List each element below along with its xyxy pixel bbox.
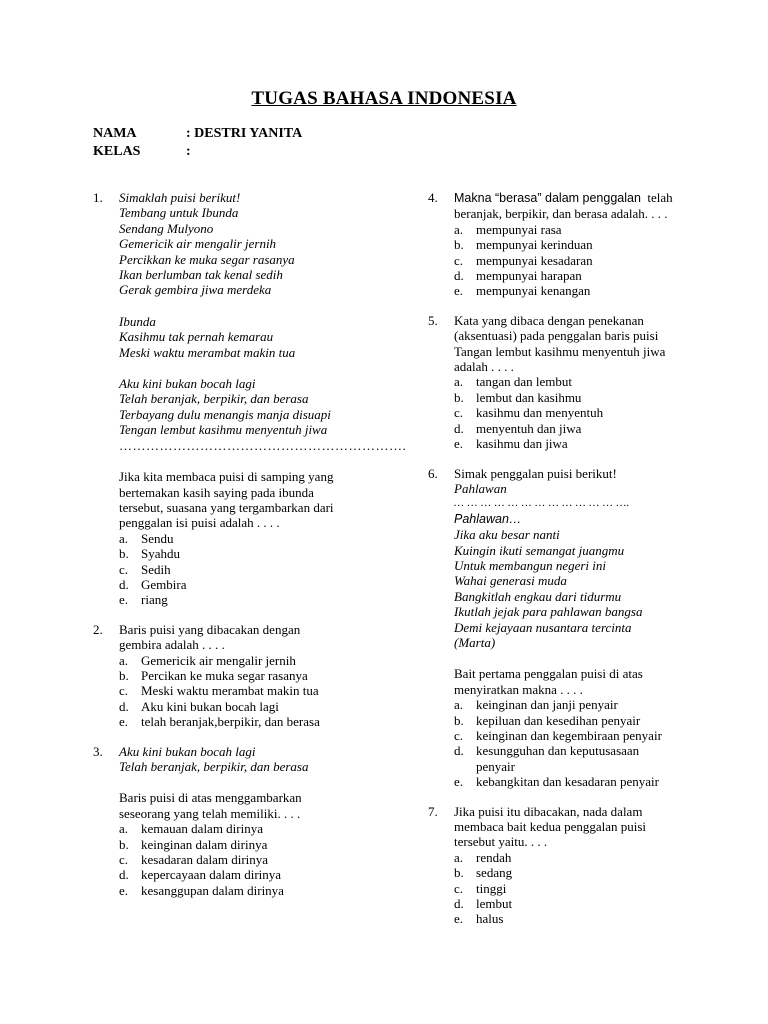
option-text: lembut (476, 896, 513, 912)
option-letter: c. (454, 728, 464, 743)
question-3 (93, 744, 393, 899)
option-a (454, 697, 728, 712)
question-number: 1. (93, 190, 103, 205)
option-a (119, 531, 393, 546)
option-text: Aku kini bukan bocah lagi (141, 698, 279, 714)
question-number: 3. (93, 743, 103, 759)
ellipsis-line: … … … … … … … … … … … … …. (454, 497, 630, 510)
name-label: NAMA (93, 126, 137, 141)
poem-line: Aku kini bukan bocah lagi (119, 743, 256, 759)
option-e (454, 911, 728, 926)
question-text: telah (647, 190, 673, 205)
option-letter: b. (119, 546, 129, 562)
option-text: kesadaran dalam dirinya (141, 852, 269, 868)
option-e (454, 436, 728, 451)
poem-line: Ibunda (119, 313, 156, 329)
option-letter: a. (119, 821, 129, 837)
option-letter: e. (454, 436, 464, 452)
option-letter: b. (454, 237, 464, 253)
question-text: Makna “berasa” dalam penggalan (454, 191, 641, 205)
option-a (119, 821, 393, 836)
option-letter: c. (119, 561, 129, 577)
option-c (119, 852, 393, 867)
option-e (454, 283, 728, 298)
question-text: (aksentuasi) pada penggalan baris puisi (454, 328, 659, 344)
option-b (454, 237, 728, 252)
question-number: 6. (428, 465, 438, 481)
option-letter: a. (454, 849, 464, 865)
question-text: tersebut yaitu. . . . (454, 834, 548, 850)
option-text: halus (476, 911, 504, 927)
option-b (454, 713, 728, 728)
question-text: beranjak, berpikir, dan berasa adalah. . . . (454, 206, 668, 222)
poem-line: Telah beranjak, berpikir, dan berasa (119, 759, 309, 774)
ellipsis-line: ………………………………………………………. (119, 437, 407, 453)
option-text: keinginan dan kegembiraan penyair (476, 728, 662, 743)
option-letter: e. (454, 283, 464, 299)
option-text: kepercayaan dalam dirinya (141, 867, 282, 883)
question-4 (428, 190, 728, 299)
option-e (119, 592, 393, 607)
question-text: penggalan isi puisi adalah . . . . (119, 515, 280, 531)
option-letter: a. (454, 374, 464, 390)
option-c (454, 253, 728, 268)
option-letter: d. (454, 268, 464, 284)
option-letter: e. (119, 882, 129, 898)
option-a (454, 374, 728, 389)
option-letter: d. (119, 867, 129, 883)
option-letter: c. (454, 405, 464, 421)
right-column (428, 190, 728, 927)
question-text: seseorang yang telah memiliki. . . . (119, 805, 301, 821)
option-letter: a. (119, 530, 129, 546)
option-text: mempunyai kesadaran (476, 252, 593, 268)
question-6 (428, 466, 728, 790)
question-number: 2. (93, 621, 103, 637)
option-c (119, 562, 393, 577)
option-text: Gemericik air mengalir jernih (141, 652, 296, 668)
answer-options (119, 531, 393, 608)
question-text: Jika kita membaca puisi di samping yang (119, 469, 334, 485)
option-letter: a. (454, 697, 464, 713)
class-row (93, 144, 191, 160)
answer-options (454, 222, 728, 299)
option-text: keinginan dalam dirinya (141, 836, 268, 852)
poem-line: Demi kejayaan nusantara tercinta (454, 619, 632, 635)
option-letter: e. (119, 714, 129, 730)
option-letter: c. (454, 252, 464, 268)
option-letter: d. (454, 743, 464, 759)
answer-options (119, 653, 393, 730)
answer-options (454, 374, 728, 451)
option-letter: e. (454, 774, 464, 790)
option-text: kebangkitan dan kesadaran penyair (476, 774, 660, 790)
option-text: kasihmu dan menyentuh (476, 405, 604, 421)
option-text: kesungguhan dan keputusasaan (476, 743, 640, 759)
option-text: Sendu (141, 530, 174, 546)
option-text: mempunyai harapan (476, 268, 582, 284)
question-text: membaca bait kedua penggalan puisi (454, 819, 647, 835)
question-text: Baris puisi di atas menggambarkan (119, 790, 302, 806)
question-text: gembira adalah . . . . (119, 637, 225, 653)
option-e (119, 883, 393, 898)
option-text: Meski waktu merambat makin tua (141, 683, 319, 699)
option-c (454, 881, 728, 896)
option-d (454, 421, 728, 436)
name-value: : DESTRI YANITA (186, 126, 303, 141)
page-title: TUGAS BAHASA INDONESIA (251, 88, 517, 109)
option-e (119, 714, 393, 729)
option-letter: b. (119, 667, 129, 683)
option-d (454, 268, 728, 283)
option-text: lembut dan kasihmu (476, 389, 582, 405)
poem-line: Ikutlah jejak para pahlawan bangsa (454, 604, 643, 620)
question-1 (93, 190, 407, 608)
option-a (454, 222, 728, 237)
option-text: tinggi (476, 880, 507, 896)
question-number: 4. (428, 190, 438, 205)
option-a (454, 850, 728, 865)
poem-line: Percikkan ke muka segar rasanya (119, 251, 295, 267)
poem-line: Terbayang dulu menangis manja disuapi (119, 406, 331, 422)
poem-author: (Marta) (454, 634, 496, 650)
option-letter: b. (454, 389, 464, 405)
option-text: menyentuh dan jiwa (476, 420, 582, 436)
option-letter: c. (119, 852, 129, 868)
option-e (454, 774, 728, 789)
poem-line: Jika aku besar nanti (454, 527, 560, 543)
option-d (119, 699, 393, 714)
option-text: penyair (476, 758, 515, 774)
option-letter: b. (454, 865, 464, 881)
poem-line: Gemericik air mengalir jernih (119, 236, 277, 252)
poem-line: Kasihmu tak pernah kemarau (119, 329, 274, 345)
option-text: kepiluan dan kesedihan penyair (476, 712, 641, 728)
option-text: rendah (476, 849, 512, 865)
poem-line: Kuingin ikuti semangat juangmu (454, 542, 625, 558)
left-column (93, 190, 407, 898)
option-text: mempunyai rasa (476, 221, 562, 237)
poem-line: Tengan lembut kasihmu menyentuh jiwa (119, 422, 328, 438)
option-text: kemauan dalam dirinya (141, 821, 264, 837)
option-letter: c. (119, 683, 129, 699)
question-text: Jika puisi itu dibacakan, nada dalam (454, 803, 643, 819)
class-value: : (186, 144, 191, 159)
poem-intro: Simaklah puisi berikut! (119, 190, 241, 205)
question-5 (428, 313, 728, 452)
option-d (454, 743, 728, 758)
poem-line: Ikan berlumban tak kenal sedih (119, 267, 283, 283)
question-text: Kata yang dibaca dengan penekanan (454, 312, 644, 328)
option-letter: e. (119, 592, 129, 608)
answer-options (119, 821, 393, 898)
option-text: kesanggupan dalam dirinya (141, 882, 284, 898)
option-d (119, 867, 393, 882)
option-letter: b. (454, 712, 464, 728)
answer-options (454, 697, 728, 789)
option-b (119, 837, 393, 852)
option-text: tangan dan lembut (476, 374, 573, 390)
option-c (454, 405, 728, 420)
question-text: Tangan lembut kasihmu menyentuh jiwa (454, 343, 666, 359)
option-text: kasihmu dan jiwa (476, 436, 568, 452)
option-c (454, 728, 728, 743)
option-b (454, 390, 728, 405)
question-text: Baris puisi yang dibacakan dengan (119, 621, 301, 637)
option-text: mempunyai kenangan (476, 283, 591, 299)
poem-author: Sendang Mulyono (119, 220, 214, 236)
option-text: Sedih (141, 561, 171, 577)
option-letter: c. (454, 880, 464, 896)
option-letter: e. (454, 911, 464, 927)
poem-line: Bangkitlah engkau dari tidurmu (454, 588, 622, 604)
poem-line: Gerak gembira jiwa merdeka (119, 282, 272, 298)
option-d (454, 896, 728, 911)
option-b (119, 668, 393, 683)
poem-line: Aku kini bukan bocah lagi (119, 376, 256, 392)
answer-options (454, 850, 728, 927)
option-d-continued (454, 759, 728, 774)
poem-title: Pahlawan (454, 480, 507, 496)
option-d (119, 577, 393, 592)
poem-line: Untuk membangun negeri ini (454, 557, 607, 573)
question-text: tersebut, suasana yang tergambarkan dari (119, 499, 334, 515)
option-letter: b. (119, 836, 129, 852)
option-letter: d. (454, 896, 464, 912)
option-a (119, 653, 393, 668)
option-text: sedang (476, 865, 513, 881)
poem-line: Wahai generasi muda (454, 573, 567, 589)
question-text: Simak penggalan puisi berikut! (454, 465, 617, 481)
option-letter: a. (454, 221, 464, 237)
class-label: KELAS (93, 144, 141, 159)
option-b (119, 546, 393, 561)
poem-title: Tembang untuk Ibunda (119, 205, 239, 221)
question-number: 7. (428, 803, 438, 819)
option-letter: d. (454, 420, 464, 436)
question-number: 5. (428, 312, 438, 328)
option-letter: d. (119, 698, 129, 714)
option-c (119, 683, 393, 698)
option-letter: d. (119, 576, 129, 592)
option-letter: a. (119, 652, 129, 668)
question-7 (428, 804, 728, 927)
poem-line: Meski waktu merambat makin tua (119, 344, 296, 360)
question-text: menyiratkan makna . . . . (454, 681, 583, 697)
question-2 (93, 622, 393, 730)
poem-title: Pahlawan… (454, 511, 522, 526)
option-text: riang (141, 592, 168, 608)
option-text: Percikan ke muka segar rasanya (141, 667, 308, 683)
option-text: mempunyai kerinduan (476, 237, 593, 253)
option-text: telah beranjak,berpikir, dan berasa (141, 714, 320, 730)
question-text: Bait pertama penggalan puisi di atas (454, 666, 643, 682)
question-text: adalah . . . . (454, 359, 514, 375)
poem-line: Telah beranjak, berpikir, dan berasa (119, 391, 309, 407)
option-b (454, 865, 728, 880)
question-text: bertemakan kasih saying pada ibunda (119, 484, 314, 500)
name-row (93, 126, 302, 142)
option-text: Gembira (141, 576, 187, 592)
option-text: keinginan dan janji penyair (476, 697, 618, 713)
option-text: Syahdu (141, 546, 180, 562)
